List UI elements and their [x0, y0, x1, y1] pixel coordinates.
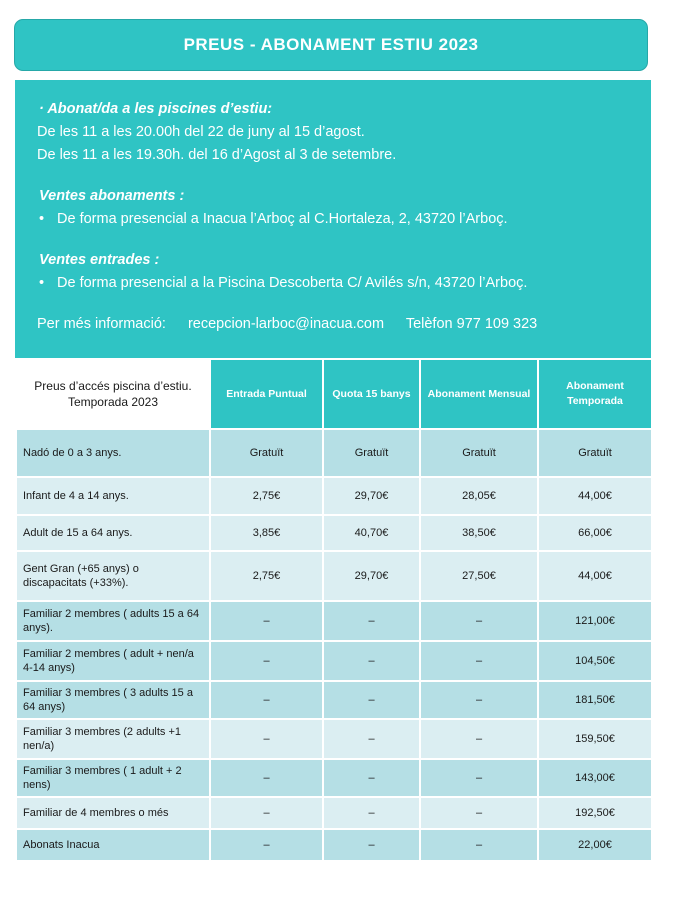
- price-cell: 44,00€: [538, 477, 652, 515]
- price-cell: –: [420, 681, 538, 719]
- price-cell: –: [210, 797, 323, 829]
- column-header: Quota 15 banys: [323, 359, 420, 429]
- price-cell: –: [323, 759, 420, 797]
- price-cell: 28,05€: [420, 477, 538, 515]
- table-row: [16, 477, 652, 515]
- price-cell: –: [210, 829, 323, 861]
- bullet-icon: •: [39, 211, 45, 227]
- bullet-icon: •: [39, 275, 45, 291]
- contact-line: [37, 313, 651, 336]
- table-row: [16, 641, 652, 681]
- price-cell: –: [420, 641, 538, 681]
- price-cell: –: [420, 829, 538, 861]
- summer-pass-heading: · Abonat/da a les piscines d’estiu:: [39, 101, 273, 117]
- row-label: Familiar 2 membres ( adult + nen/a 4-14 anys): [16, 641, 210, 681]
- price-cell: 66,00€: [538, 515, 652, 551]
- row-label: Familiar 3 membres ( 1 adult + 2 nens): [16, 759, 210, 797]
- price-cell: 121,00€: [538, 601, 652, 641]
- price-cell: –: [420, 759, 538, 797]
- contact-phone: Telèfon 977 109 323: [405, 316, 538, 332]
- contact-label: Per més informació:: [37, 316, 166, 332]
- price-cell: –: [323, 641, 420, 681]
- price-cell: –: [210, 719, 323, 759]
- pass-sales-heading: Ventes abonaments :: [39, 188, 185, 204]
- price-cell: –: [210, 601, 323, 641]
- price-cell: Gratuït: [538, 429, 652, 477]
- table-row: [16, 759, 652, 797]
- column-header: Abonament Temporada: [538, 359, 652, 429]
- price-cell: 192,50€: [538, 797, 652, 829]
- price-cell: 27,50€: [420, 551, 538, 601]
- price-cell: 143,00€: [538, 759, 652, 797]
- table-row: [16, 829, 652, 861]
- ticket-sales-heading: Ventes entrades :: [39, 252, 160, 268]
- price-cell: 38,50€: [420, 515, 538, 551]
- table-row: [16, 515, 652, 551]
- table-row: [16, 551, 652, 601]
- price-cell: 181,50€: [538, 681, 652, 719]
- info-panel: [15, 80, 651, 358]
- price-cell: Gratuït: [420, 429, 538, 477]
- price-cell: Gratuït: [210, 429, 323, 477]
- contact-email[interactable]: recepcion-larboc@inacua.com: [187, 316, 385, 332]
- price-cell: –: [323, 681, 420, 719]
- ticket-sales-text: De forma presencial a la Piscina Descoberta C/ Avilés s/n, 43720 l’Arboç.: [57, 275, 528, 291]
- pass-sales-item: [39, 208, 651, 231]
- row-label: Familiar de 4 membres o més: [16, 797, 210, 829]
- row-label: Familiar 2 membres ( adults 15 a 64 anys).: [16, 601, 210, 641]
- price-cell: –: [420, 719, 538, 759]
- price-table: [15, 358, 653, 862]
- price-cell: –: [323, 601, 420, 641]
- price-cell: 3,85€: [210, 515, 323, 551]
- page-title: PREUS - ABONAMENT ESTIU 2023: [14, 19, 648, 71]
- ticket-sales-item: [39, 272, 651, 295]
- price-cell: –: [420, 601, 538, 641]
- price-cell: –: [210, 641, 323, 681]
- price-cell: 104,50€: [538, 641, 652, 681]
- price-cell: –: [210, 759, 323, 797]
- table-row: [16, 797, 652, 829]
- price-cell: –: [323, 829, 420, 861]
- price-cell: 2,75€: [210, 551, 323, 601]
- column-header: Entrada Puntual: [210, 359, 323, 429]
- row-label: Gent Gran (+65 anys) o discapacitats (+33%).: [16, 551, 210, 601]
- row-label: Familiar 3 membres ( 3 adults 15 a 64 anys): [16, 681, 210, 719]
- pass-sales-text: De forma presencial a Inacua l’Arboç al C.Hortaleza, 2, 43720 l’Arboç.: [57, 211, 508, 227]
- price-cell: 22,00€: [538, 829, 652, 861]
- price-cell: 29,70€: [323, 477, 420, 515]
- price-cell: 159,50€: [538, 719, 652, 759]
- price-cell: –: [323, 719, 420, 759]
- row-label: Nadó de 0 a 3 anys.: [16, 429, 210, 477]
- price-cell: 40,70€: [323, 515, 420, 551]
- table-row: [16, 429, 652, 477]
- price-cell: –: [420, 797, 538, 829]
- table-corner-label: [16, 359, 210, 429]
- corner-line-2: Temporada 2023: [67, 395, 159, 409]
- price-cell: –: [323, 797, 420, 829]
- schedule-line-1: De les 11 a les 20.00h del 22 de juny al 15 d’agost.: [37, 124, 365, 140]
- row-label: Infant de 4 a 14 anys.: [16, 477, 210, 515]
- price-cell: 2,75€: [210, 477, 323, 515]
- table-row: [16, 719, 652, 759]
- table-row: [16, 601, 652, 641]
- table-header-row: [16, 359, 652, 429]
- row-label: Adult de 15 a 64 anys.: [16, 515, 210, 551]
- corner-line-1: Preus d’accés piscina d’estiu.: [34, 379, 192, 393]
- price-cell: Gratuït: [323, 429, 420, 477]
- table-row: [16, 681, 652, 719]
- schedule-line-2: De les 11 a les 19.30h. del 16 d’Agost al 3 de setembre.: [37, 147, 397, 163]
- row-label: Familiar 3 membres (2 adults +1 nen/a): [16, 719, 210, 759]
- column-header: Abonament Mensual: [420, 359, 538, 429]
- row-label: Abonats Inacua: [16, 829, 210, 861]
- price-cell: 29,70€: [323, 551, 420, 601]
- price-cell: 44,00€: [538, 551, 652, 601]
- price-cell: –: [210, 681, 323, 719]
